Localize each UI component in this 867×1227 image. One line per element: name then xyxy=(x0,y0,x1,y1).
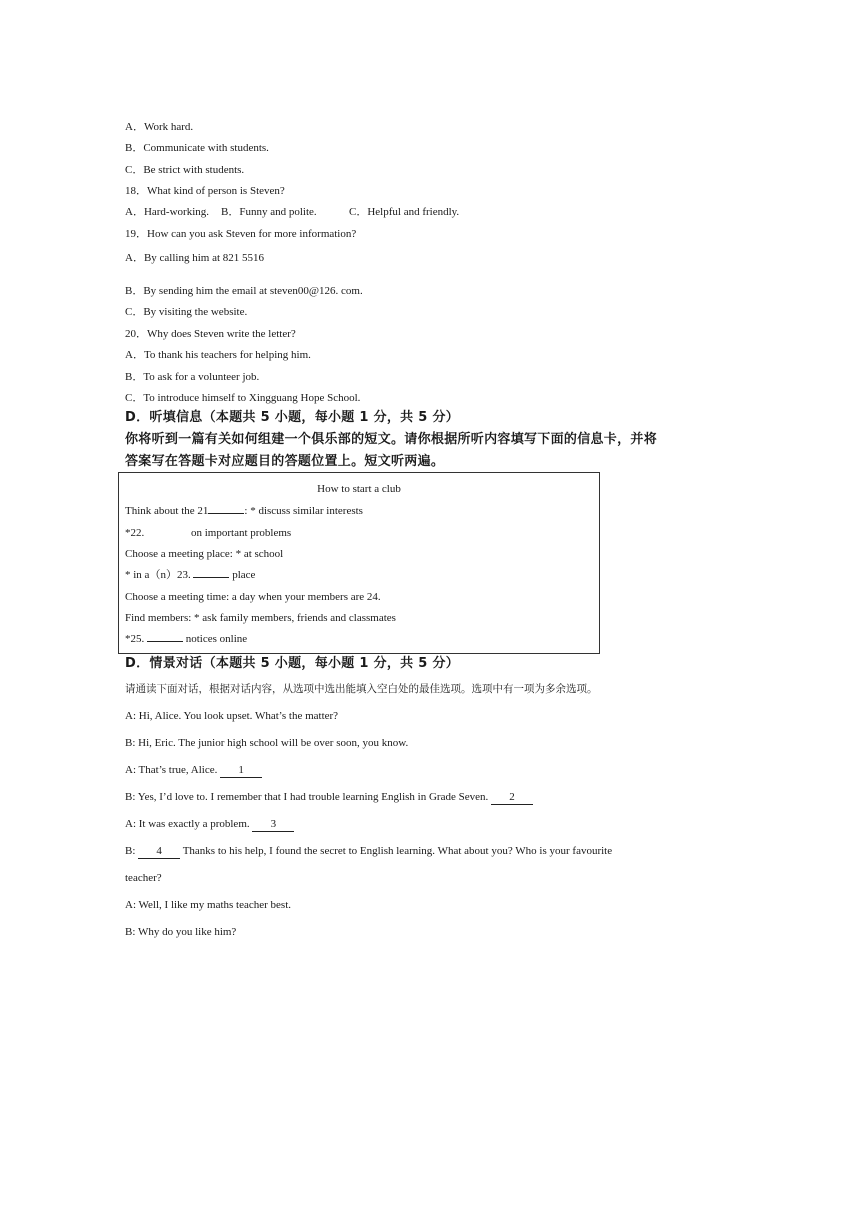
q19-option-b: B．By sending him the email at steven00@126. com. xyxy=(125,285,363,297)
q19-option-a: A．By calling him at 821 5516 xyxy=(125,252,265,264)
info-card-text: place xyxy=(229,569,256,581)
answer-blank-21[interactable] xyxy=(208,513,244,514)
dialogue-line-3 xyxy=(125,763,262,778)
info-card-text: Think about the 21 xyxy=(125,505,209,517)
answer-blank-23[interactable] xyxy=(193,577,229,578)
info-card-line-members: Find members: * ask family members, friends and classmates xyxy=(125,612,396,624)
section-d1-heading: D．听填信息（本题共 5 小题，每小题 1 分，共 5 分） xyxy=(125,410,460,425)
dialogue-text: B: xyxy=(125,845,139,857)
dialogue-blank-2[interactable]: 2 xyxy=(491,790,533,805)
info-card-line-25 xyxy=(125,632,247,646)
info-card xyxy=(118,472,600,654)
answer-blank-25[interactable] xyxy=(147,641,183,642)
q20-option-c: C．To introduce himself to Xingguang Hope School. xyxy=(125,392,361,404)
info-card-line-22 xyxy=(125,526,291,540)
q20-option-a: A．To thank his teachers for helping him. xyxy=(125,349,311,361)
info-card-line-place: Choose a meeting place: * at school xyxy=(125,548,284,560)
dialogue-line-7: teacher? xyxy=(125,872,162,884)
dialogue-line-4 xyxy=(125,790,533,805)
section-d2-instruction: 请通读下面对话，根据对话内容，从选项中选出能填入空白处的最佳选项。选项中有一项为多余选项。 xyxy=(125,683,598,695)
q17-option-c: C．Be strict with students. xyxy=(125,164,245,176)
info-card-text: notices online xyxy=(183,633,248,645)
q18-option-a: A．Hard-working. xyxy=(125,206,210,218)
dialogue-line-2: B: Hi, Eric. The junior high school will be over soon, you know. xyxy=(125,737,409,749)
dialogue-blank-3[interactable]: 3 xyxy=(252,817,294,832)
dialogue-line-8: A: Well, I like my maths teacher best. xyxy=(125,899,292,911)
dialogue-text: A: It was exactly a problem. xyxy=(125,818,253,830)
section-d1-instruction-1: 你将听到一篇有关如何组建一个俱乐部的短文。请你根据所听内容填写下面的信息卡，并将 xyxy=(125,432,658,447)
q17-option-a: A．Work hard. xyxy=(125,121,194,133)
q17-option-b: B．Communicate with students. xyxy=(125,142,269,154)
section-d1-instruction-2: 答案写在答题卡对应题目的答题位置上。短文听两遍。 xyxy=(125,454,445,469)
info-card-line-24: Choose a meeting time: a day when your members are 24. xyxy=(125,591,381,603)
q20-option-b: B．To ask for a volunteer job. xyxy=(125,371,260,383)
q18-question: 18．What kind of person is Steven? xyxy=(125,185,285,197)
info-card-text: *22. xyxy=(125,527,145,539)
q18-option-c: C．Helpful and friendly. xyxy=(349,206,460,218)
dialogue-blank-4[interactable]: 4 xyxy=(138,844,180,859)
info-card-line-21 xyxy=(125,504,363,518)
q18-options xyxy=(125,205,459,219)
dialogue-text: A: That’s true, Alice. xyxy=(125,764,221,776)
q20-question: 20．Why does Steven write the letter? xyxy=(125,328,296,340)
info-card-text: : * discuss similar interests xyxy=(244,505,363,517)
dialogue-line-5 xyxy=(125,817,294,832)
info-card-text: * in a（n）23. xyxy=(125,569,191,581)
q19-question: 19．How can you ask Steven for more information? xyxy=(125,228,357,240)
dialogue-text: Thanks to his help, I found the secret to English learning. What about you? Who is your favourite xyxy=(180,845,613,857)
dialogue-text: B: Yes, I’d love to. I remember that I had trouble learning English in Grade Seven. xyxy=(125,791,491,803)
section-d2-heading: D．情景对话（本题共 5 小题，每小题 1 分，共 5 分） xyxy=(125,656,460,671)
dialogue-blank-1[interactable]: 1 xyxy=(220,763,262,778)
info-card-text: on important problems xyxy=(188,527,292,539)
dialogue-line-6 xyxy=(125,844,612,859)
info-card-text: *25. xyxy=(125,633,145,645)
info-card-line-23 xyxy=(125,568,255,582)
info-card-title: How to start a club xyxy=(317,483,401,495)
dialogue-line-9: B: Why do you like him? xyxy=(125,926,237,938)
dialogue-line-1: A: Hi, Alice. You look upset. What’s the matter? xyxy=(125,710,339,722)
q18-option-b: B．Funny and polite. xyxy=(221,206,317,218)
q19-option-c: C．By visiting the website. xyxy=(125,306,248,318)
